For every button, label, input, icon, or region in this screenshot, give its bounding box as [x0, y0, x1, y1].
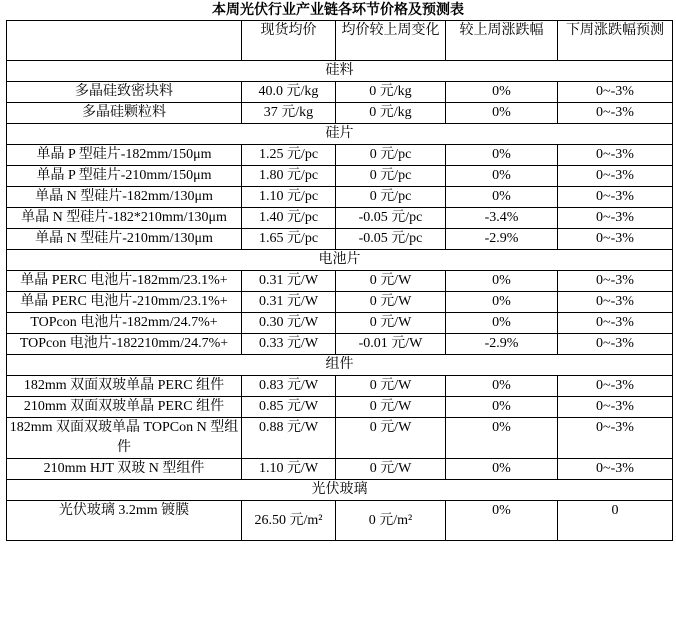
- table-row: [7, 418, 673, 459]
- item-cell: TOPcon 电池片-182mm/24.7%+: [7, 313, 242, 334]
- section-row: [7, 480, 673, 501]
- change-cell: 0 元/W: [336, 292, 446, 313]
- table-row: [7, 334, 673, 355]
- header-price: 现货均价: [242, 21, 336, 61]
- forecast-cell: 0~-3%: [558, 271, 673, 292]
- change-cell: 0 元/W: [336, 397, 446, 418]
- pct-cell: 0%: [446, 271, 558, 292]
- table-row: [7, 82, 673, 103]
- forecast-cell: 0~-3%: [558, 145, 673, 166]
- pct-cell: 0%: [446, 103, 558, 124]
- price-cell: 40.0 元/kg: [242, 82, 336, 103]
- price-table: [6, 20, 673, 541]
- change-cell: 0 元/kg: [336, 103, 446, 124]
- pct-cell: 0%: [446, 145, 558, 166]
- section-title: 硅片: [7, 124, 673, 145]
- forecast-cell: 0~-3%: [558, 376, 673, 397]
- price-cell: 0.31 元/W: [242, 292, 336, 313]
- change-cell: 0 元/W: [336, 459, 446, 480]
- change-cell: -0.05 元/pc: [336, 229, 446, 250]
- item-cell: 单晶 PERC 电池片-182mm/23.1%+: [7, 271, 242, 292]
- price-cell: 1.10 元/W: [242, 459, 336, 480]
- section-row: [7, 250, 673, 271]
- header-change: 均价较上周变化: [336, 21, 446, 61]
- change-cell: 0 元/pc: [336, 166, 446, 187]
- forecast-cell: 0~-3%: [558, 334, 673, 355]
- price-cell: 1.65 元/pc: [242, 229, 336, 250]
- table-row: [7, 166, 673, 187]
- table-row: [7, 292, 673, 313]
- pct-cell: 0%: [446, 501, 558, 541]
- forecast-cell: 0~-3%: [558, 82, 673, 103]
- table-row: [7, 313, 673, 334]
- price-cell: 0.85 元/W: [242, 397, 336, 418]
- section-title: 光伏玻璃: [7, 480, 673, 501]
- item-cell: 210mm HJT 双玻 N 型组件: [7, 459, 242, 480]
- price-cell: 1.80 元/pc: [242, 166, 336, 187]
- pct-cell: 0%: [446, 459, 558, 480]
- pct-cell: -3.4%: [446, 208, 558, 229]
- item-cell: 182mm 双面双玻单晶 PERC 组件: [7, 376, 242, 397]
- table-row: [7, 187, 673, 208]
- item-cell: 单晶 P 型硅片-210mm/150μm: [7, 166, 242, 187]
- table-title: 本周光伏行业产业链各环节价格及预测表: [212, 2, 464, 18]
- item-cell: 单晶 PERC 电池片-210mm/23.1%+: [7, 292, 242, 313]
- pct-cell: 0%: [446, 397, 558, 418]
- table-row: [7, 229, 673, 250]
- pct-cell: 0%: [446, 313, 558, 334]
- table-row: [7, 145, 673, 166]
- item-cell: 单晶 N 型硅片-182*210mm/130μm: [7, 208, 242, 229]
- pct-cell: 0%: [446, 376, 558, 397]
- change-cell: 0 元/W: [336, 271, 446, 292]
- item-cell: 多晶硅颗粒料: [7, 103, 242, 124]
- price-cell: 0.30 元/W: [242, 313, 336, 334]
- change-cell: -0.01 元/W: [336, 334, 446, 355]
- table-row: [7, 459, 673, 480]
- price-cell: 1.10 元/pc: [242, 187, 336, 208]
- price-cell: 0.88 元/W: [242, 418, 336, 459]
- change-cell: 0 元/kg: [336, 82, 446, 103]
- pct-cell: -2.9%: [446, 229, 558, 250]
- price-cell: 1.25 元/pc: [242, 145, 336, 166]
- forecast-cell: 0~-3%: [558, 459, 673, 480]
- section-row: [7, 355, 673, 376]
- section-row: [7, 61, 673, 82]
- table-row: [7, 376, 673, 397]
- pct-cell: 0%: [446, 82, 558, 103]
- forecast-cell: 0~-3%: [558, 166, 673, 187]
- header-pct: 较上周涨跌幅: [446, 21, 558, 61]
- change-cell: -0.05 元/pc: [336, 208, 446, 229]
- forecast-cell: 0~-3%: [558, 397, 673, 418]
- change-cell: 0 元/W: [336, 313, 446, 334]
- header-forecast: 下周涨跌幅预测: [558, 21, 673, 61]
- pct-cell: 0%: [446, 166, 558, 187]
- table-row: [7, 103, 673, 124]
- forecast-cell: 0: [558, 501, 673, 541]
- price-cell: 1.40 元/pc: [242, 208, 336, 229]
- price-cell: 26.50 元/m²: [242, 501, 336, 541]
- item-cell: TOPcon 电池片-182210mm/24.7%+: [7, 334, 242, 355]
- item-cell: 210mm 双面双玻单晶 PERC 组件: [7, 397, 242, 418]
- pct-cell: -2.9%: [446, 334, 558, 355]
- pct-cell: 0%: [446, 187, 558, 208]
- forecast-cell: 0~-3%: [558, 103, 673, 124]
- forecast-cell: 0~-3%: [558, 208, 673, 229]
- price-cell: 0.31 元/W: [242, 271, 336, 292]
- price-cell: 0.33 元/W: [242, 334, 336, 355]
- item-cell: 单晶 N 型硅片-210mm/130μm: [7, 229, 242, 250]
- forecast-cell: 0~-3%: [558, 187, 673, 208]
- item-cell: 单晶 N 型硅片-182mm/130μm: [7, 187, 242, 208]
- forecast-cell: 0~-3%: [558, 229, 673, 250]
- pct-cell: 0%: [446, 292, 558, 313]
- table-row: [7, 271, 673, 292]
- change-cell: 0 元/m²: [336, 501, 446, 541]
- price-cell: 37 元/kg: [242, 103, 336, 124]
- table-row: [7, 397, 673, 418]
- change-cell: 0 元/pc: [336, 145, 446, 166]
- item-cell: 单晶 P 型硅片-182mm/150μm: [7, 145, 242, 166]
- change-cell: 0 元/W: [336, 376, 446, 397]
- item-cell: 182mm 双面双玻单晶 TOPCon N 型组件: [7, 418, 242, 459]
- section-title: 组件: [7, 355, 673, 376]
- header-item: [7, 21, 242, 61]
- item-cell: 多晶硅致密块料: [7, 82, 242, 103]
- change-cell: 0 元/W: [336, 418, 446, 459]
- forecast-cell: 0~-3%: [558, 313, 673, 334]
- header-row: [7, 21, 673, 61]
- change-cell: 0 元/pc: [336, 187, 446, 208]
- table-row: [7, 501, 673, 541]
- forecast-cell: 0~-3%: [558, 418, 673, 459]
- item-cell: 光伏玻璃 3.2mm 镀膜: [7, 501, 242, 541]
- section-title: 硅料: [7, 61, 673, 82]
- forecast-cell: 0~-3%: [558, 292, 673, 313]
- section-title: 电池片: [7, 250, 673, 271]
- table-row: [7, 208, 673, 229]
- price-cell: 0.83 元/W: [242, 376, 336, 397]
- pct-cell: 0%: [446, 418, 558, 459]
- section-row: [7, 124, 673, 145]
